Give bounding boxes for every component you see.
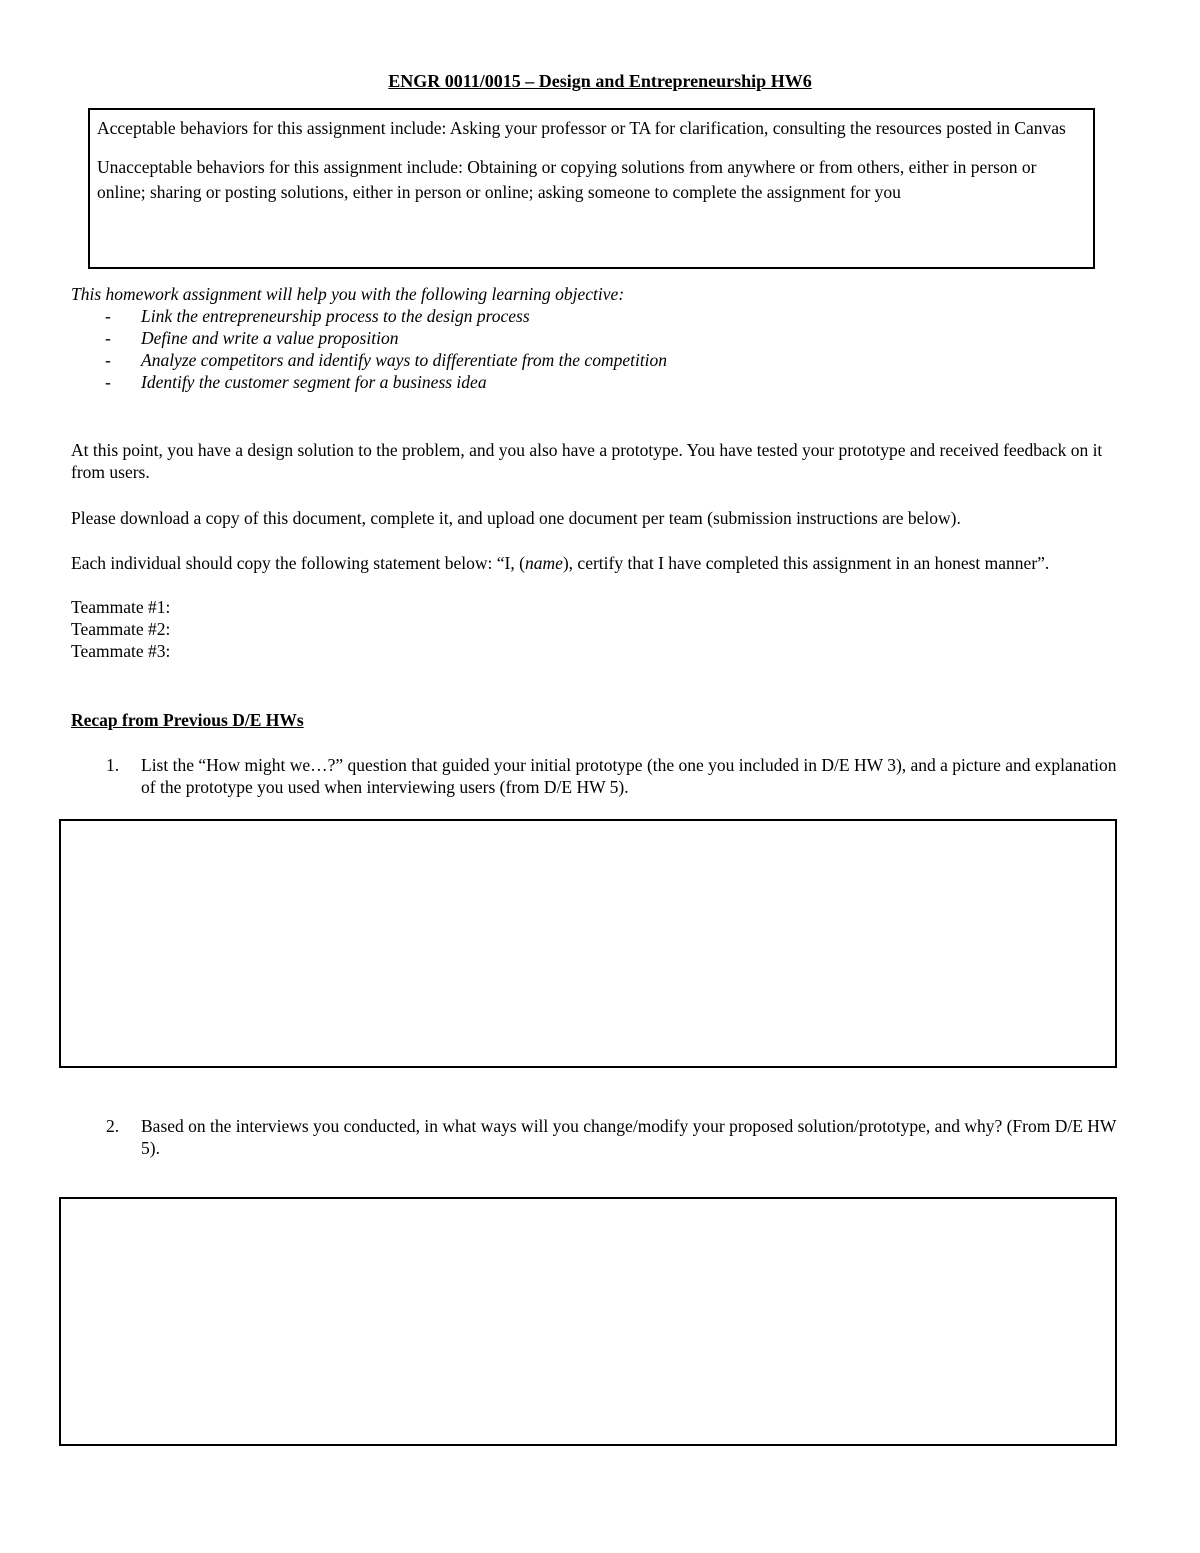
- teammate-line: Teammate #1:: [71, 597, 171, 617]
- teammate-line: Teammate #2:: [71, 619, 171, 639]
- bullet-dash: -: [105, 350, 111, 370]
- objective-text: Link the entrepreneurship process to the design process: [141, 306, 530, 326]
- objective-text: Identify the customer segment for a business idea: [141, 372, 487, 392]
- answer-box-2[interactable]: [59, 1197, 1117, 1446]
- document-title: ENGR 0011/0015 – Design and Entrepreneurship HW6: [388, 71, 812, 91]
- download-paragraph: Please download a copy of this document, complete it, and upload one document per team (submission instructions are below).: [71, 508, 961, 528]
- bullet-dash: -: [105, 328, 111, 348]
- policy-box: [88, 108, 1095, 269]
- teammate-line: Teammate #3:: [71, 641, 171, 661]
- bullet-dash: -: [105, 372, 111, 392]
- intro-paragraph: At this point, you have a design solution to the problem, and you also have a prototype. You have tested your prototype and received feedback on it from users.: [71, 440, 1103, 482]
- certify-name-placeholder: name: [524, 553, 563, 573]
- acceptable-behaviors-text: Acceptable behaviors for this assignment include: Asking your professor or TA for clarification, consulting the resources posted in Canvas: [97, 118, 1066, 138]
- section-heading: Recap from Previous D/E HWs: [71, 710, 304, 730]
- unacceptable-behaviors-text: Unacceptable behaviors for this assignment include: Obtaining or copying solutions from anywhere or from others, either in person or online; sharing or posting solutions, either in person or online; asking someone to complete the assignment for you: [97, 157, 1037, 202]
- certify-statement: [71, 552, 1131, 574]
- question-number: 1.: [106, 755, 120, 775]
- bullet-dash: -: [105, 306, 111, 326]
- answer-box-1[interactable]: [59, 819, 1117, 1068]
- objective-text: Define and write a value proposition: [141, 328, 399, 348]
- objectives-intro: This homework assignment will help you with the following learning objective:: [71, 284, 625, 304]
- question-text: List the “How might we…?” question that guided your initial prototype (the one you included in D/E HW 3), and a picture and explanation of the prototype you used when interviewing users (from D/E HW 5).: [141, 755, 1117, 797]
- certify-text-after: ), certify that I have completed this assignment in an honest manner”.: [562, 553, 1050, 573]
- objective-text: Analyze competitors and identify ways to differentiate from the competition: [141, 350, 668, 370]
- question-text: Based on the interviews you conducted, in what ways will you change/modify your proposed solution/prototype, and why? (From D/E HW 5).: [141, 1116, 1117, 1158]
- question-number: 2.: [106, 1116, 120, 1136]
- certify-text-before: Each individual should copy the following statement below: “I, (: [71, 553, 525, 573]
